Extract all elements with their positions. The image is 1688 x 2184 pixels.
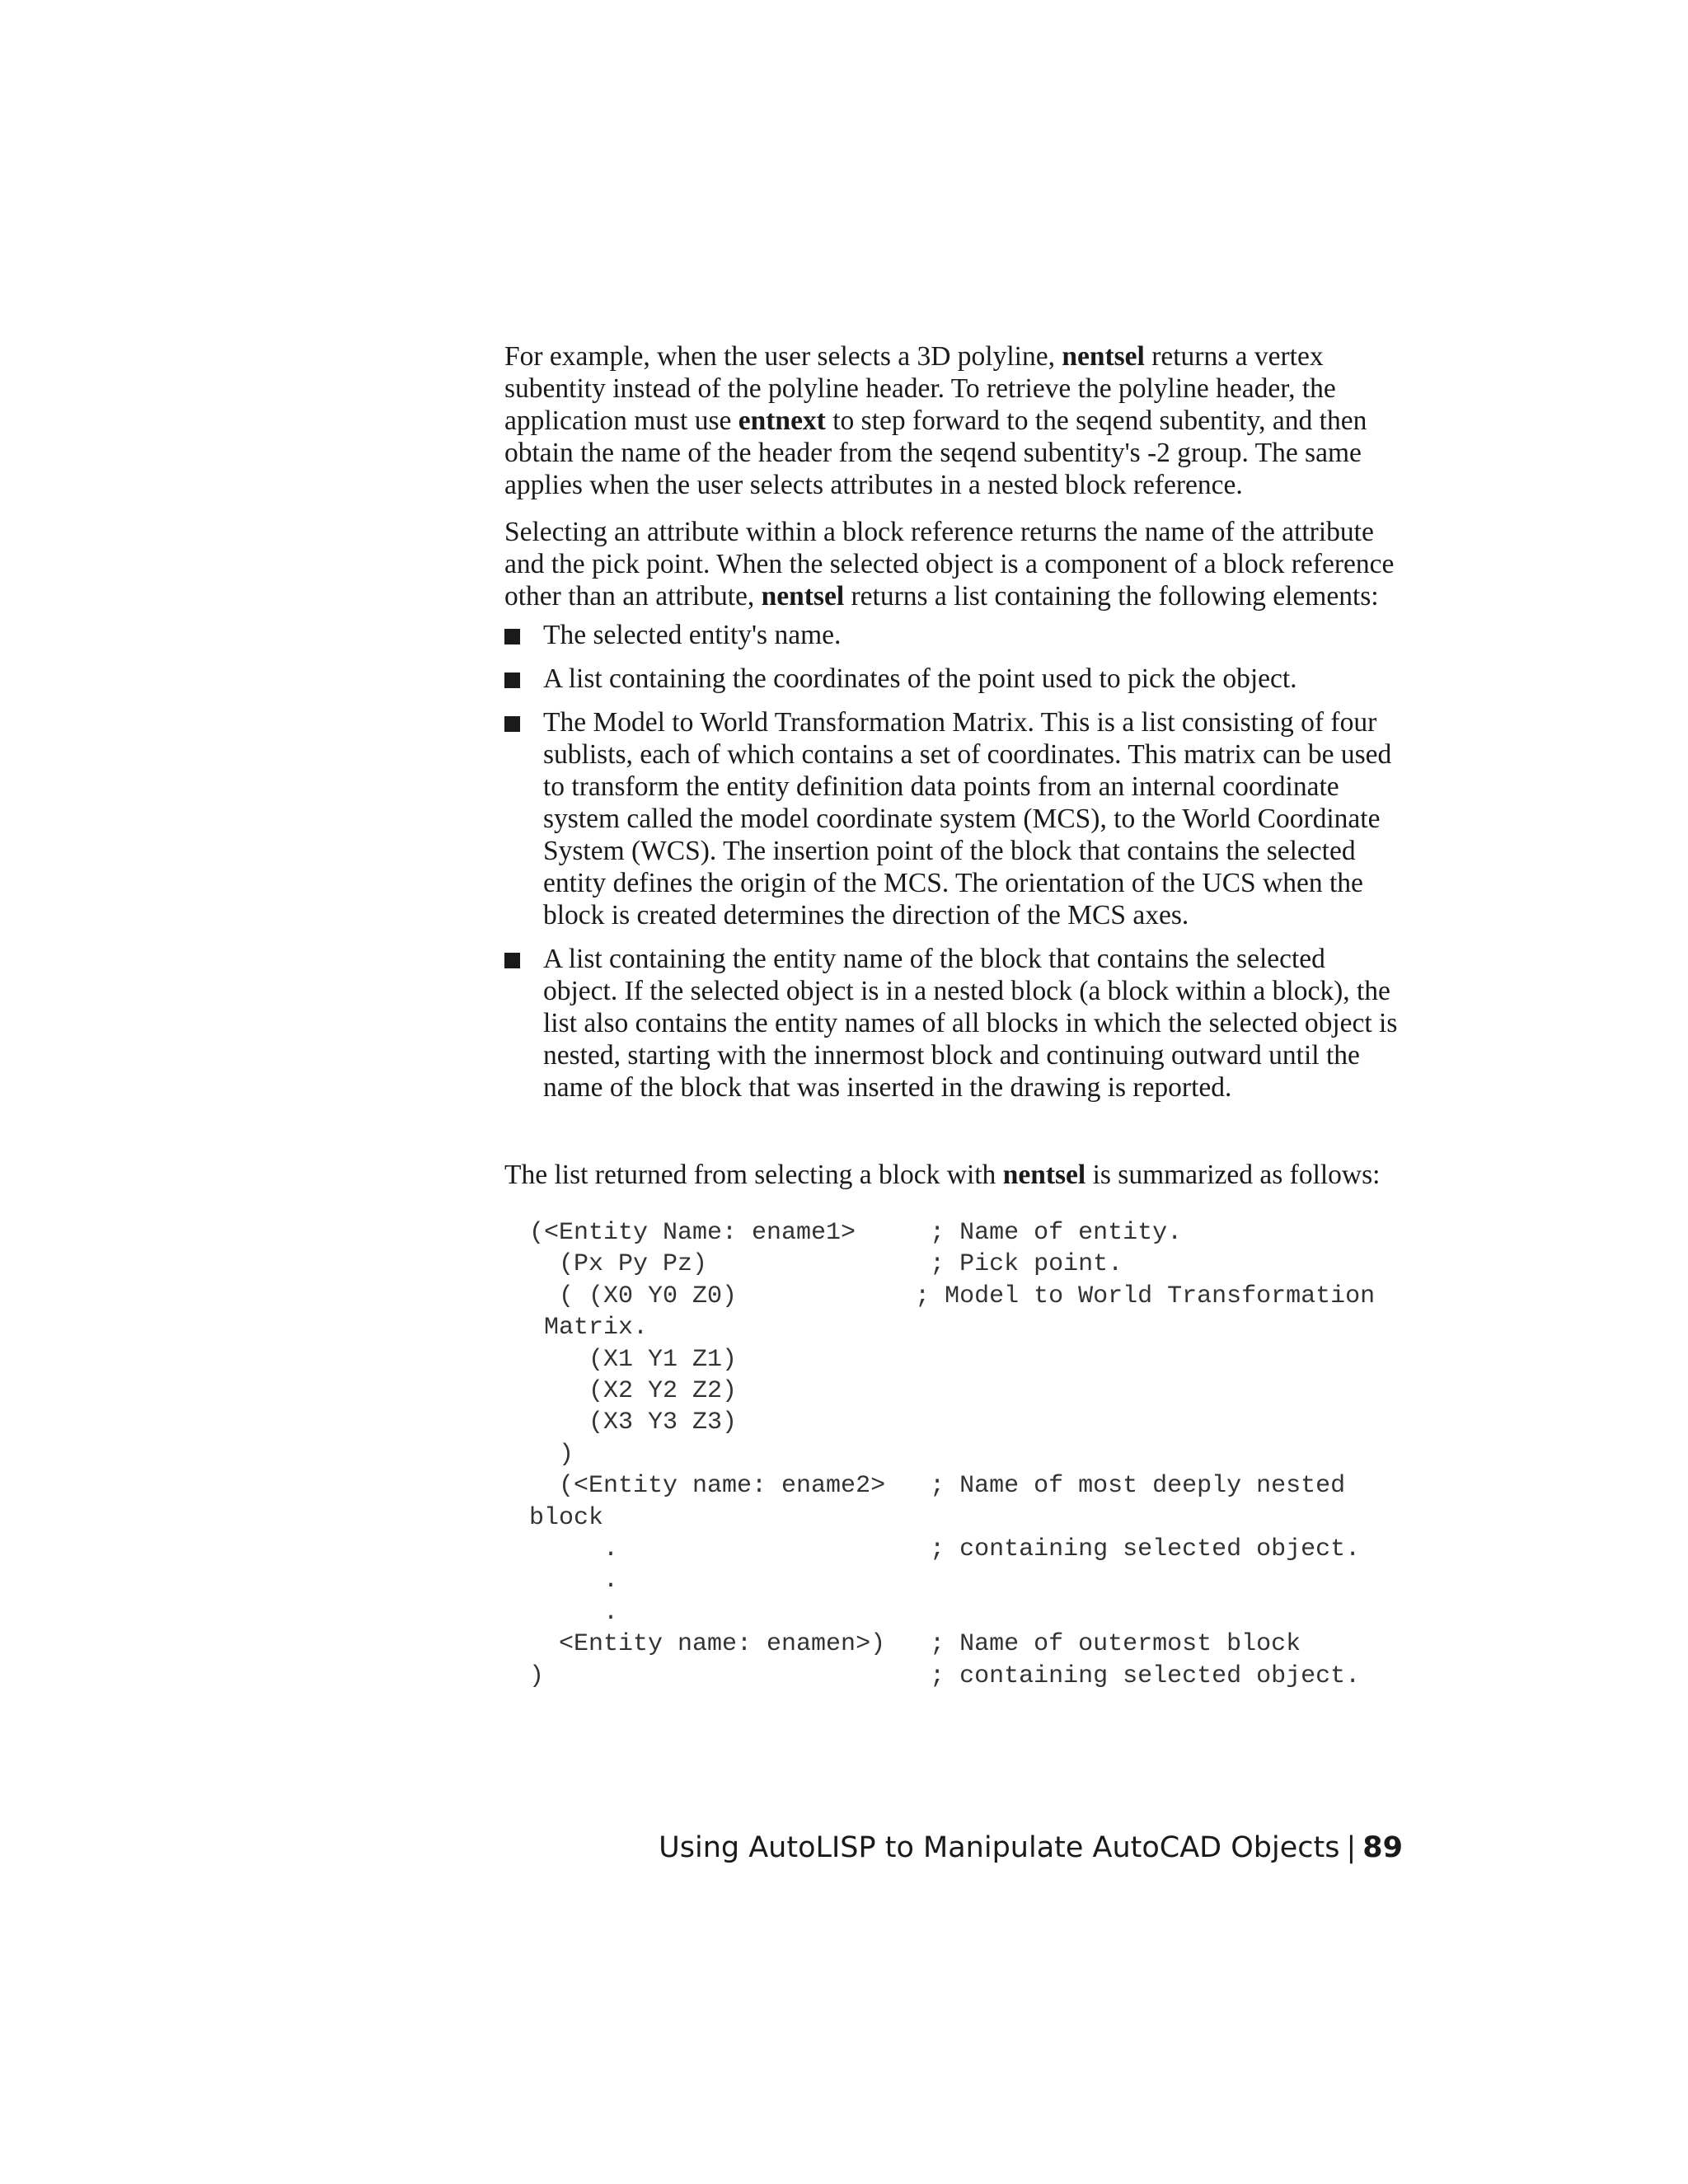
elements-list <box>504 619 1403 1104</box>
code-line: Matrix. <box>529 1314 649 1343</box>
square-bullet-icon <box>504 629 520 644</box>
function-name-entnext: entnext <box>738 405 826 436</box>
code-line: (Px Py Pz) ; Pick point. <box>529 1250 1123 1279</box>
square-bullet-icon <box>504 953 520 968</box>
code-block <box>529 1217 1375 1692</box>
code-line: (X3 Y3 Z3) <box>529 1408 738 1437</box>
text-run: returns a list containing the following elements: <box>844 581 1379 612</box>
code-line: block <box>529 1503 604 1532</box>
footer-separator: | <box>1346 1831 1357 1864</box>
code-line: (<Entity Name: ename1> ; Name of entity. <box>529 1219 1183 1247</box>
text-run: returns a vertex subentity instead of the polyline header. To retrieve the polyline header, the application must use <box>504 341 1336 436</box>
code-line: ) ; containing selected object. <box>529 1661 1361 1690</box>
text-run: The list returned from selecting a block with <box>504 1160 1003 1190</box>
list-item-text: The selected entity's name. <box>543 620 842 650</box>
list-item-text: A list containing the entity name of the block that contains the selected object. If the selected object is in a nested block (a block within a block), the list also contains the entity names of all blocks in which the selected object is nested, starting with the innermost block and continuing outward until the name of the block that was inserted in the drawing is reported. <box>543 944 1398 1103</box>
text-run: is summarized as follows: <box>1085 1160 1381 1190</box>
body-text <box>504 340 1403 1115</box>
code-line: (X1 Y1 Z1) <box>529 1345 738 1374</box>
code-line: (X2 Y2 Z2) <box>529 1377 738 1406</box>
code-line: . ; containing selected object. <box>529 1535 1361 1564</box>
footer-title: Using AutoLISP to Manipulate AutoCAD Objects <box>659 1831 1340 1864</box>
code-line: ( (X0 Y0 Z0) ; Model to World Transformation <box>529 1282 1376 1310</box>
second-paragraph <box>504 516 1403 612</box>
list-item <box>504 706 1403 931</box>
function-name-nentsel: nentsel <box>1002 1160 1086 1190</box>
function-name-nentsel: nentsel <box>761 581 845 612</box>
page-number: 89 <box>1362 1831 1403 1864</box>
code-line: ) <box>529 1440 574 1469</box>
code-line: . <box>529 1567 619 1596</box>
list-item <box>504 619 1403 651</box>
intro-paragraph <box>504 340 1403 501</box>
code-line: <Entity name: enamen>) ; Name of outermost block <box>529 1630 1301 1659</box>
code-line: (<Entity name: ename2> ; Name of most deeply nested <box>529 1472 1346 1501</box>
summary-text <box>504 1159 1403 1206</box>
list-item-text: The Model to World Transformation Matrix. This is a list consisting of four sublists, each of which contains a set of coordinates. This matrix can be used to transform the entity definition data points from an internal coordinate system called the model coordinate system (MCS), to the World Coordinate System (WCS). The insertion point of the block that contains the selected entity defines the origin of the MCS. The orientation of the UCS when the block is created determines the direction of the MCS axes. <box>543 707 1392 930</box>
list-item-text: A list containing the coordinates of the point used to pick the object. <box>543 663 1297 694</box>
list-item <box>504 943 1403 1104</box>
text-run: Selecting an attribute within a block reference returns the name of the attribute and the pick point. When the selected object is a component of a block reference other than an attribute, <box>504 517 1395 612</box>
square-bullet-icon <box>504 716 520 732</box>
summary-paragraph <box>504 1159 1403 1191</box>
text-run: For example, when the user selects a 3D polyline, <box>504 341 1062 372</box>
square-bullet-icon <box>504 673 520 688</box>
list-item <box>504 663 1403 695</box>
text-run: to step forward to the seqend subentity, and then obtain the name of the header from the seqend subentity's -2 group. The same applies when the user selects attributes in a nested block reference. <box>504 405 1367 500</box>
code-line: . <box>529 1598 619 1627</box>
page-footer <box>659 1831 1403 1864</box>
function-name-nentsel: nentsel <box>1062 341 1145 372</box>
